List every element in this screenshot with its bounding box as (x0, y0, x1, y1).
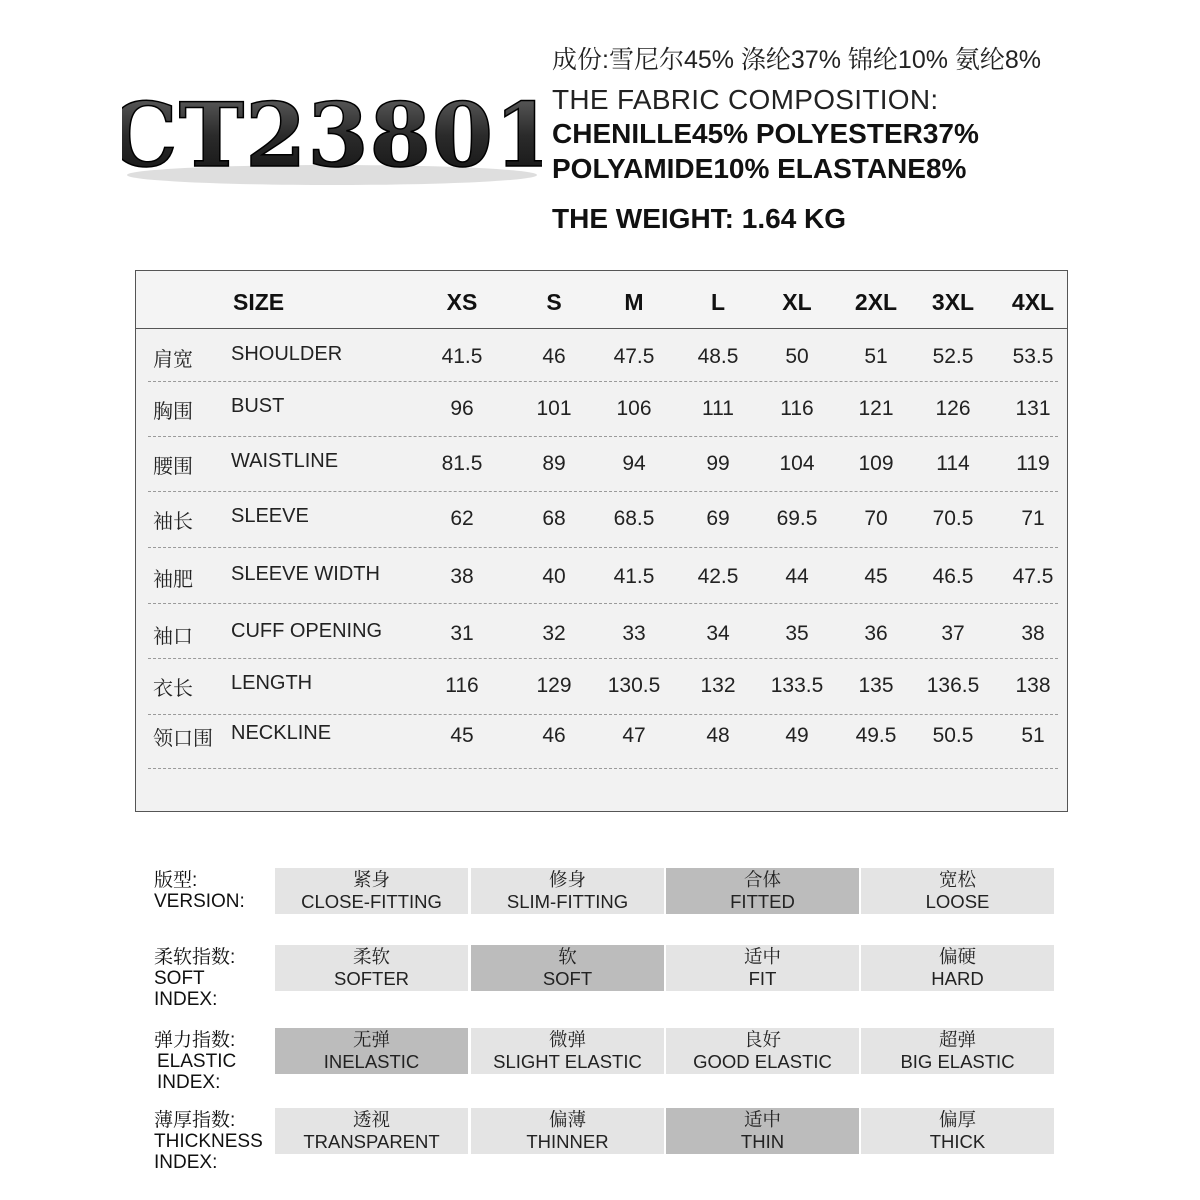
attribute-option (861, 945, 1054, 991)
product-code-logo (122, 70, 542, 190)
row-divider (148, 714, 1058, 715)
size-value-cell: 46 (542, 345, 566, 368)
size-value-cell: 104 (779, 452, 815, 475)
attribute-label (154, 947, 235, 1010)
attribute-option (471, 868, 664, 914)
size-value-cell: 38 (450, 565, 474, 588)
measurement-label-cn: 衣长 (153, 678, 193, 700)
size-value-cell: 46 (542, 724, 566, 747)
option-label-en: LOOSE (925, 891, 990, 912)
size-value-cell: 38 (1021, 622, 1045, 645)
attribute-option-selected (666, 868, 859, 914)
size-value-cell: 45 (450, 724, 474, 747)
size-value-cell: 68.5 (613, 507, 655, 530)
size-value-cell: 48 (706, 724, 730, 747)
measurement-label-en: WAISTLINE (231, 450, 339, 472)
size-value-cell: 34 (706, 622, 730, 645)
measurement-label-cn: 肩宽 (153, 349, 193, 371)
size-value-cell: 70 (864, 507, 888, 530)
size-value-cell: 42.5 (697, 565, 739, 588)
option-label-en: SOFT (542, 968, 593, 989)
attribute-label (154, 870, 245, 912)
attribute-option-selected (666, 1108, 859, 1154)
option-label-cn: 微弹 (548, 1029, 586, 1050)
size-value-cell: 32 (542, 622, 566, 645)
size-value-cell: 138 (1015, 674, 1051, 697)
option-label-cn: 紧身 (352, 869, 390, 890)
option-label-en: THICK (929, 1131, 986, 1152)
attribute-label-cn: 弹力指数: (154, 1030, 236, 1051)
option-label-cn: 柔软 (352, 946, 390, 967)
size-value-cell: 51 (864, 345, 888, 368)
size-value-cell: 70.5 (932, 507, 974, 530)
option-label-en: TRANSPARENT (303, 1131, 440, 1152)
size-value-cell: 94 (622, 452, 646, 475)
option-label-en: GOOD ELASTIC (693, 1051, 832, 1072)
attribute-label-en: SOFT (154, 968, 205, 989)
option-label-cn: 软 (558, 946, 577, 967)
size-value-cell: 36 (864, 622, 888, 645)
size-value-cell: 69 (706, 507, 730, 530)
option-label-en: THINNER (526, 1131, 609, 1152)
attribute-label-en: VERSION: (154, 891, 245, 912)
row-divider (148, 491, 1058, 492)
size-header-m: M (624, 289, 644, 315)
composition-cn: 成份:雪尼尔45% 涤纶37% 锦纶10% 氨纶8% (552, 46, 1042, 74)
measurement-label-en: NECKLINE (231, 722, 332, 744)
size-value-cell: 51 (1021, 724, 1045, 747)
measurement-label-cn: 袖口 (153, 626, 193, 648)
row-divider (148, 768, 1058, 769)
size-value-cell: 114 (936, 452, 970, 475)
size-row-sleeve (136, 505, 1067, 559)
attribute-option-selected (471, 945, 664, 991)
size-row-length (136, 672, 1067, 726)
size-value-cell: 131 (1015, 397, 1051, 420)
attribute-label-en-2: INDEX: (154, 989, 218, 1010)
size-value-cell: 50.5 (932, 724, 974, 747)
size-value-cell: 40 (542, 565, 566, 588)
size-row-cuff-opening (136, 620, 1067, 674)
size-value-cell: 35 (785, 622, 809, 645)
size-value-cell: 47.5 (613, 345, 655, 368)
size-value-cell: 41.5 (441, 345, 483, 368)
attribute-option (471, 1028, 664, 1074)
size-header-s: S (546, 289, 562, 315)
attribute-option (861, 1108, 1054, 1154)
size-value-cell: 126 (935, 397, 971, 420)
size-value-cell: 33 (622, 622, 646, 645)
size-value-cell: 81.5 (441, 452, 483, 475)
attribute-option (861, 1028, 1054, 1074)
option-label-cn: 偏薄 (548, 1109, 586, 1130)
attribute-option (861, 868, 1054, 914)
size-value-cell: 130.5 (607, 674, 661, 697)
size-value-cell: 129 (536, 674, 572, 697)
attribute-label-en-2: INDEX: (157, 1072, 221, 1093)
size-value-cell: 62 (450, 507, 474, 530)
attribute-option (275, 945, 468, 991)
attribute-label-cn: 柔软指数: (154, 947, 236, 968)
size-row-sleeve-width (136, 563, 1067, 617)
size-label: SIZE (233, 289, 285, 315)
size-value-cell: 71 (1021, 507, 1045, 530)
size-value-cell: 133.5 (770, 674, 824, 697)
size-chart-header (136, 271, 1067, 329)
attribute-label-cn: 薄厚指数: (154, 1110, 236, 1131)
attribute-option (471, 1108, 664, 1154)
size-value-cell: 49.5 (855, 724, 897, 747)
size-header-3xl: 3XL (931, 289, 975, 315)
size-row-waistline (136, 450, 1067, 504)
option-label-en: CLOSE-FITTING (301, 891, 442, 912)
size-header-2xl: 2XL (854, 289, 898, 315)
attribute-option (666, 1028, 859, 1074)
size-value-cell: 53.5 (1012, 345, 1054, 368)
attribute-label-en: ELASTIC (157, 1051, 237, 1072)
option-label-cn: 超弹 (938, 1029, 976, 1050)
option-label-en: SLIGHT ELASTIC (493, 1051, 642, 1072)
option-label-en: HARD (931, 968, 984, 989)
measurement-label-en: SLEEVE WIDTH (231, 563, 380, 585)
size-value-cell: 109 (858, 452, 894, 475)
size-value-cell: 116 (780, 397, 814, 420)
option-label-cn: 无弹 (352, 1029, 390, 1050)
measurement-label-en: SLEEVE (231, 505, 309, 527)
size-value-cell: 99 (706, 452, 730, 475)
row-divider (148, 658, 1058, 659)
measurement-label-en: CUFF OPENING (231, 620, 383, 642)
measurement-label-cn: 领口围 (153, 728, 213, 750)
attribute-label-en-2: INDEX: (154, 1152, 218, 1173)
size-header-l: L (710, 289, 726, 315)
size-value-cell: 68 (542, 507, 566, 530)
size-value-cell: 31 (450, 622, 474, 645)
size-value-cell: 49 (785, 724, 809, 747)
attribute-option (275, 1108, 468, 1154)
size-value-cell: 69.5 (776, 507, 818, 530)
option-label-en: SLIM-FITTING (506, 891, 629, 912)
attribute-option (275, 868, 468, 914)
row-divider (148, 436, 1058, 437)
row-divider (148, 381, 1058, 382)
option-label-cn: 适中 (743, 1109, 781, 1130)
attribute-label (154, 1110, 263, 1173)
option-label-en: INELASTIC (323, 1051, 420, 1072)
option-label-en: FIT (748, 968, 777, 989)
fabric-composition-line-2: POLYAMIDE10% ELASTANE8% (552, 153, 967, 184)
fabric-composition-title: THE FABRIC COMPOSITION: (552, 84, 939, 115)
option-label-cn: 宽松 (938, 869, 976, 890)
row-divider (148, 603, 1058, 604)
fabric-composition-line-1: CHENILLE45% POLYESTER37% (552, 118, 979, 149)
size-value-cell: 111 (702, 397, 734, 420)
size-value-cell: 132 (700, 674, 736, 697)
option-label-cn: 偏厚 (938, 1109, 976, 1130)
size-row-shoulder (136, 343, 1067, 397)
option-label-en: BIG ELASTIC (900, 1051, 1015, 1072)
option-label-cn: 适中 (743, 946, 781, 967)
row-divider (148, 547, 1058, 548)
size-value-cell: 46.5 (932, 565, 974, 588)
size-value-cell: 89 (542, 452, 566, 475)
product-code-emblem (122, 70, 542, 190)
size-row-bust (136, 395, 1067, 449)
size-chart (135, 270, 1068, 812)
option-label-cn: 透视 (352, 1109, 390, 1130)
product-code-text: CT23801 (122, 83, 542, 187)
size-value-cell: 48.5 (697, 345, 739, 368)
attribute-label (154, 1030, 236, 1093)
size-value-cell: 41.5 (613, 565, 655, 588)
option-label-en: THIN (740, 1131, 785, 1152)
size-value-cell: 50 (785, 345, 809, 368)
size-value-cell: 116 (445, 674, 479, 697)
size-value-cell: 47.5 (1012, 565, 1054, 588)
size-value-cell: 47 (622, 724, 646, 747)
measurement-label-cn: 胸围 (153, 401, 193, 423)
attribute-label-en: THICKNESS (154, 1131, 263, 1152)
weight-text: THE WEIGHT: 1.64 KG (552, 203, 847, 234)
attribute-option-selected (275, 1028, 468, 1074)
option-label-cn: 偏硬 (938, 946, 976, 967)
size-value-cell: 52.5 (932, 345, 974, 368)
size-value-cell: 121 (858, 397, 894, 420)
option-label-en: FITTED (730, 891, 795, 912)
size-header-4xl: 4XL (1011, 289, 1055, 315)
measurement-label-en: SHOULDER (231, 343, 343, 365)
measurement-label-cn: 袖肥 (153, 569, 193, 591)
measurement-label-cn: 腰围 (153, 456, 193, 478)
size-value-cell: 37 (941, 622, 965, 645)
size-value-cell: 119 (1016, 452, 1050, 475)
size-value-cell: 136.5 (926, 674, 980, 697)
size-value-cell: 106 (616, 397, 652, 420)
size-value-cell: 45 (864, 565, 888, 588)
attribute-label-cn: 版型: (154, 870, 198, 891)
size-value-cell: 96 (450, 397, 474, 420)
attribute-option (666, 945, 859, 991)
option-label-en: SOFTER (333, 968, 410, 989)
size-value-cell: 101 (536, 397, 572, 420)
size-value-cell: 44 (785, 565, 809, 588)
measurement-label-en: LENGTH (231, 672, 313, 694)
option-label-cn: 修身 (548, 869, 586, 890)
option-label-cn: 良好 (743, 1029, 781, 1050)
size-header-xl: XL (782, 289, 812, 315)
option-label-cn: 合体 (743, 869, 781, 890)
measurement-label-cn: 袖长 (153, 511, 193, 533)
measurement-label-en: BUST (231, 395, 285, 417)
size-value-cell: 135 (858, 674, 894, 697)
size-header-xs: XS (446, 289, 478, 315)
